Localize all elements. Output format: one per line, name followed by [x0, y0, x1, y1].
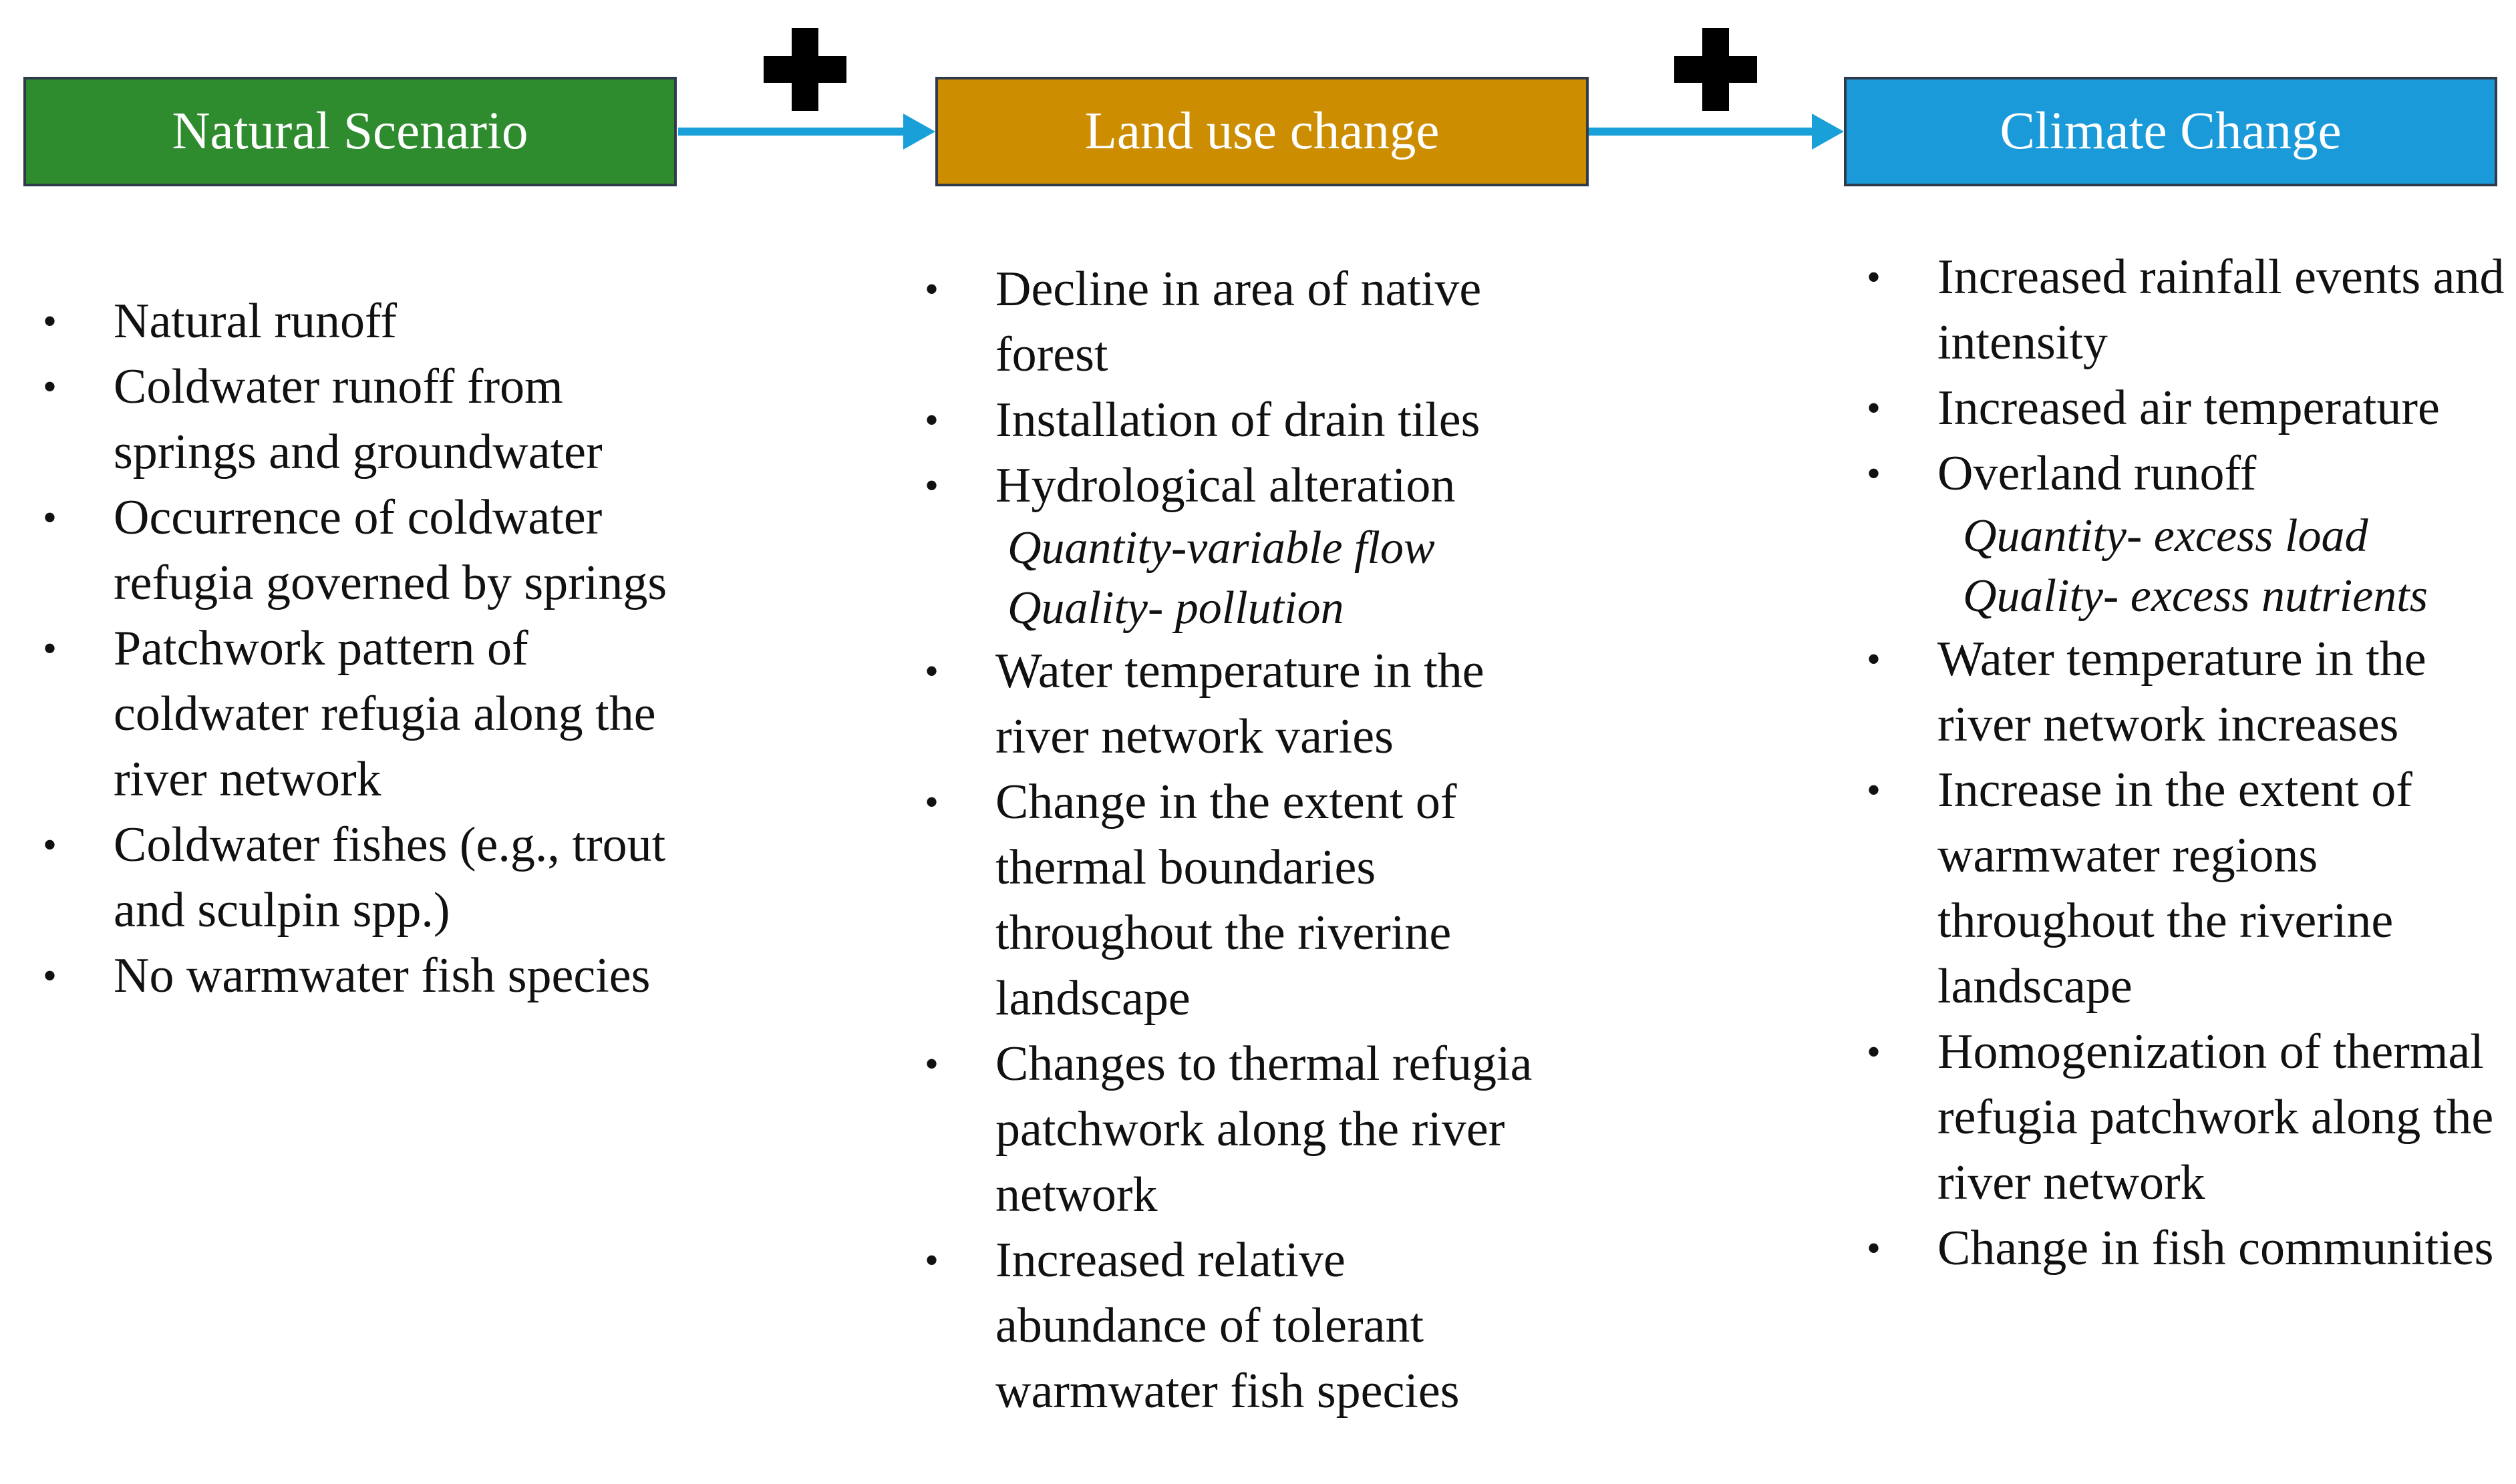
natural-scenario-list	[40, 289, 668, 1008]
list-item: • Hydrological alteration	[922, 453, 1563, 518]
list-item: • Installation of drain tiles	[922, 387, 1563, 453]
list-item: • Increased rainfall events and intensity	[1864, 244, 2505, 375]
list-item: • Coldwater runoff from springs and groundwater	[40, 354, 668, 485]
list-item: • Changes to thermal refugia patchwork along the river network	[922, 1031, 1563, 1228]
sub-item: Quantity- excess load	[1963, 510, 2368, 562]
list-item: • No warmwater fish species	[40, 943, 668, 1008]
plus-icon	[1674, 28, 1757, 111]
list-item: • Water temperature in the river network varies	[922, 638, 1563, 769]
list-item: • Change in fish communities	[1864, 1216, 2505, 1281]
arrow-natural-to-landuse	[678, 114, 935, 150]
list-item: • Increased relative abundance of tolerant warmwater fish species	[922, 1228, 1563, 1424]
list-item: • Occurrence of coldwater refugia governed by springs	[40, 485, 668, 616]
list-item: • Change in the extent of thermal boundaries throughout the riverine landscape	[922, 769, 1563, 1031]
climate-change-label: Climate Change	[2000, 102, 2342, 160]
sub-item: Quality- pollution	[1007, 582, 1344, 634]
natural-scenario-label: Natural Scenario	[172, 102, 528, 160]
list-item: • Increase in the extent of warmwater regions throughout the riverine landscape	[1864, 757, 2505, 1019]
list-item: • Overland runoff	[1864, 441, 2505, 506]
land-use-change-label: Land use change	[1084, 102, 1440, 160]
climate-change-list	[1864, 244, 2505, 1281]
plus-icon	[764, 28, 846, 111]
sub-item: Quantity-variable flow	[1007, 522, 1435, 574]
list-item: • Natural runoff	[40, 289, 668, 354]
list-item: • Water temperature in the river network increases	[1864, 626, 2505, 757]
arrow-landuse-to-climate	[1589, 114, 1844, 150]
list-item: • Increased air temperature	[1864, 375, 2505, 441]
sub-item: Quality- excess nutrients	[1963, 570, 2428, 622]
connectors	[0, 0, 2516, 200]
list-item: • Patchwork pattern of coldwater refugia along the river network	[40, 616, 668, 812]
land-use-change-list	[922, 256, 1563, 1424]
list-item: • Decline in area of native forest	[922, 256, 1563, 387]
list-item: • Coldwater fishes (e.g., trout and sculpin spp.)	[40, 812, 668, 943]
list-item: • Homogenization of thermal refugia patchwork along the river network	[1864, 1019, 2505, 1216]
